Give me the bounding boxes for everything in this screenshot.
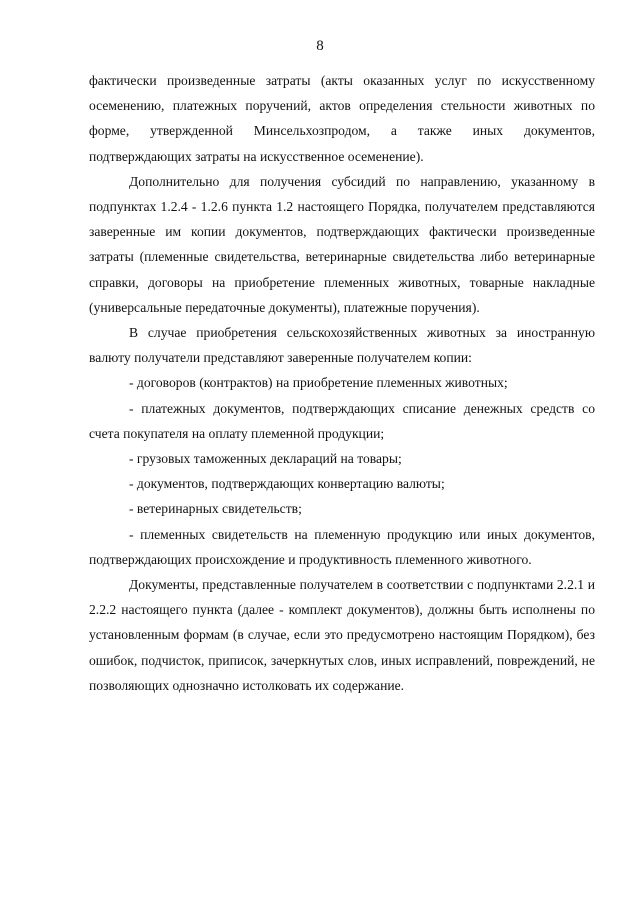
list-item-breeding-certificates: - племенных свидетельств на племенную продукцию или иных документов, подтверждающих происхождение и продуктивность племенного животного.	[89, 526, 595, 567]
list-item-veterinary-certificates: - ветеринарных свидетельств;	[129, 501, 302, 517]
paragraph-document-requirements: Документы, представленные получателем в соответствии с подпунктами 2.2.1 и 2.2.2 настоящего пункта (далее - комплект документов), должны быть исполнены по установленным формам (в случае, если это предусмотрено настоящим Порядком), без ошибок, подчисток, приписок, зачеркнутых слов, иных исправлений, повреждений, не позволяющих однозначно истолковать их содержание.	[89, 577, 595, 693]
list-item-payment-documents: - платежных документов, подтверждающих списание денежных средств со счета покупателя на оплату племенной продукции;	[89, 400, 595, 441]
page-number: 8	[316, 38, 324, 54]
list-item-customs-declarations: - грузовых таможенных деклараций на товары;	[129, 451, 402, 467]
paragraph-foreign-currency: В случае приобретения сельскохозяйственных животных за иностранную валюту получатели представляют заверенные получателем копии:	[89, 325, 595, 366]
list-item-contracts: - договоров (контрактов) на приобретение племенных животных;	[129, 375, 508, 391]
list-item-currency-conversion: - документов, подтверждающих конвертацию валюты;	[129, 476, 445, 492]
paragraph-additional-documents: Дополнительно для получения субсидий по направлению, указанному в подпунктах 1.2.4 - 1.2.6 пункта 1.2 настоящего Порядка, получателем представляются заверенные им копии документов, подтверждающих фактически произведенные затраты (племенные свидетельства, ветеринарные свидетельства либо ветеринарные справки, договоры на приобретение племенных животных, товарные накладные (универсальные передаточные документы), платежные поручения).	[89, 173, 595, 315]
paragraph-continuation: фактически произведенные затраты (акты оказанных услуг по искусственному осеменению, платежных поручений, актов определения стельности животных по форме, утвержденной Минсельхозпродом, а также иных документов, подтверждающих затраты на искусственное осеменение).	[89, 73, 595, 164]
document-body	[89, 68, 595, 698]
